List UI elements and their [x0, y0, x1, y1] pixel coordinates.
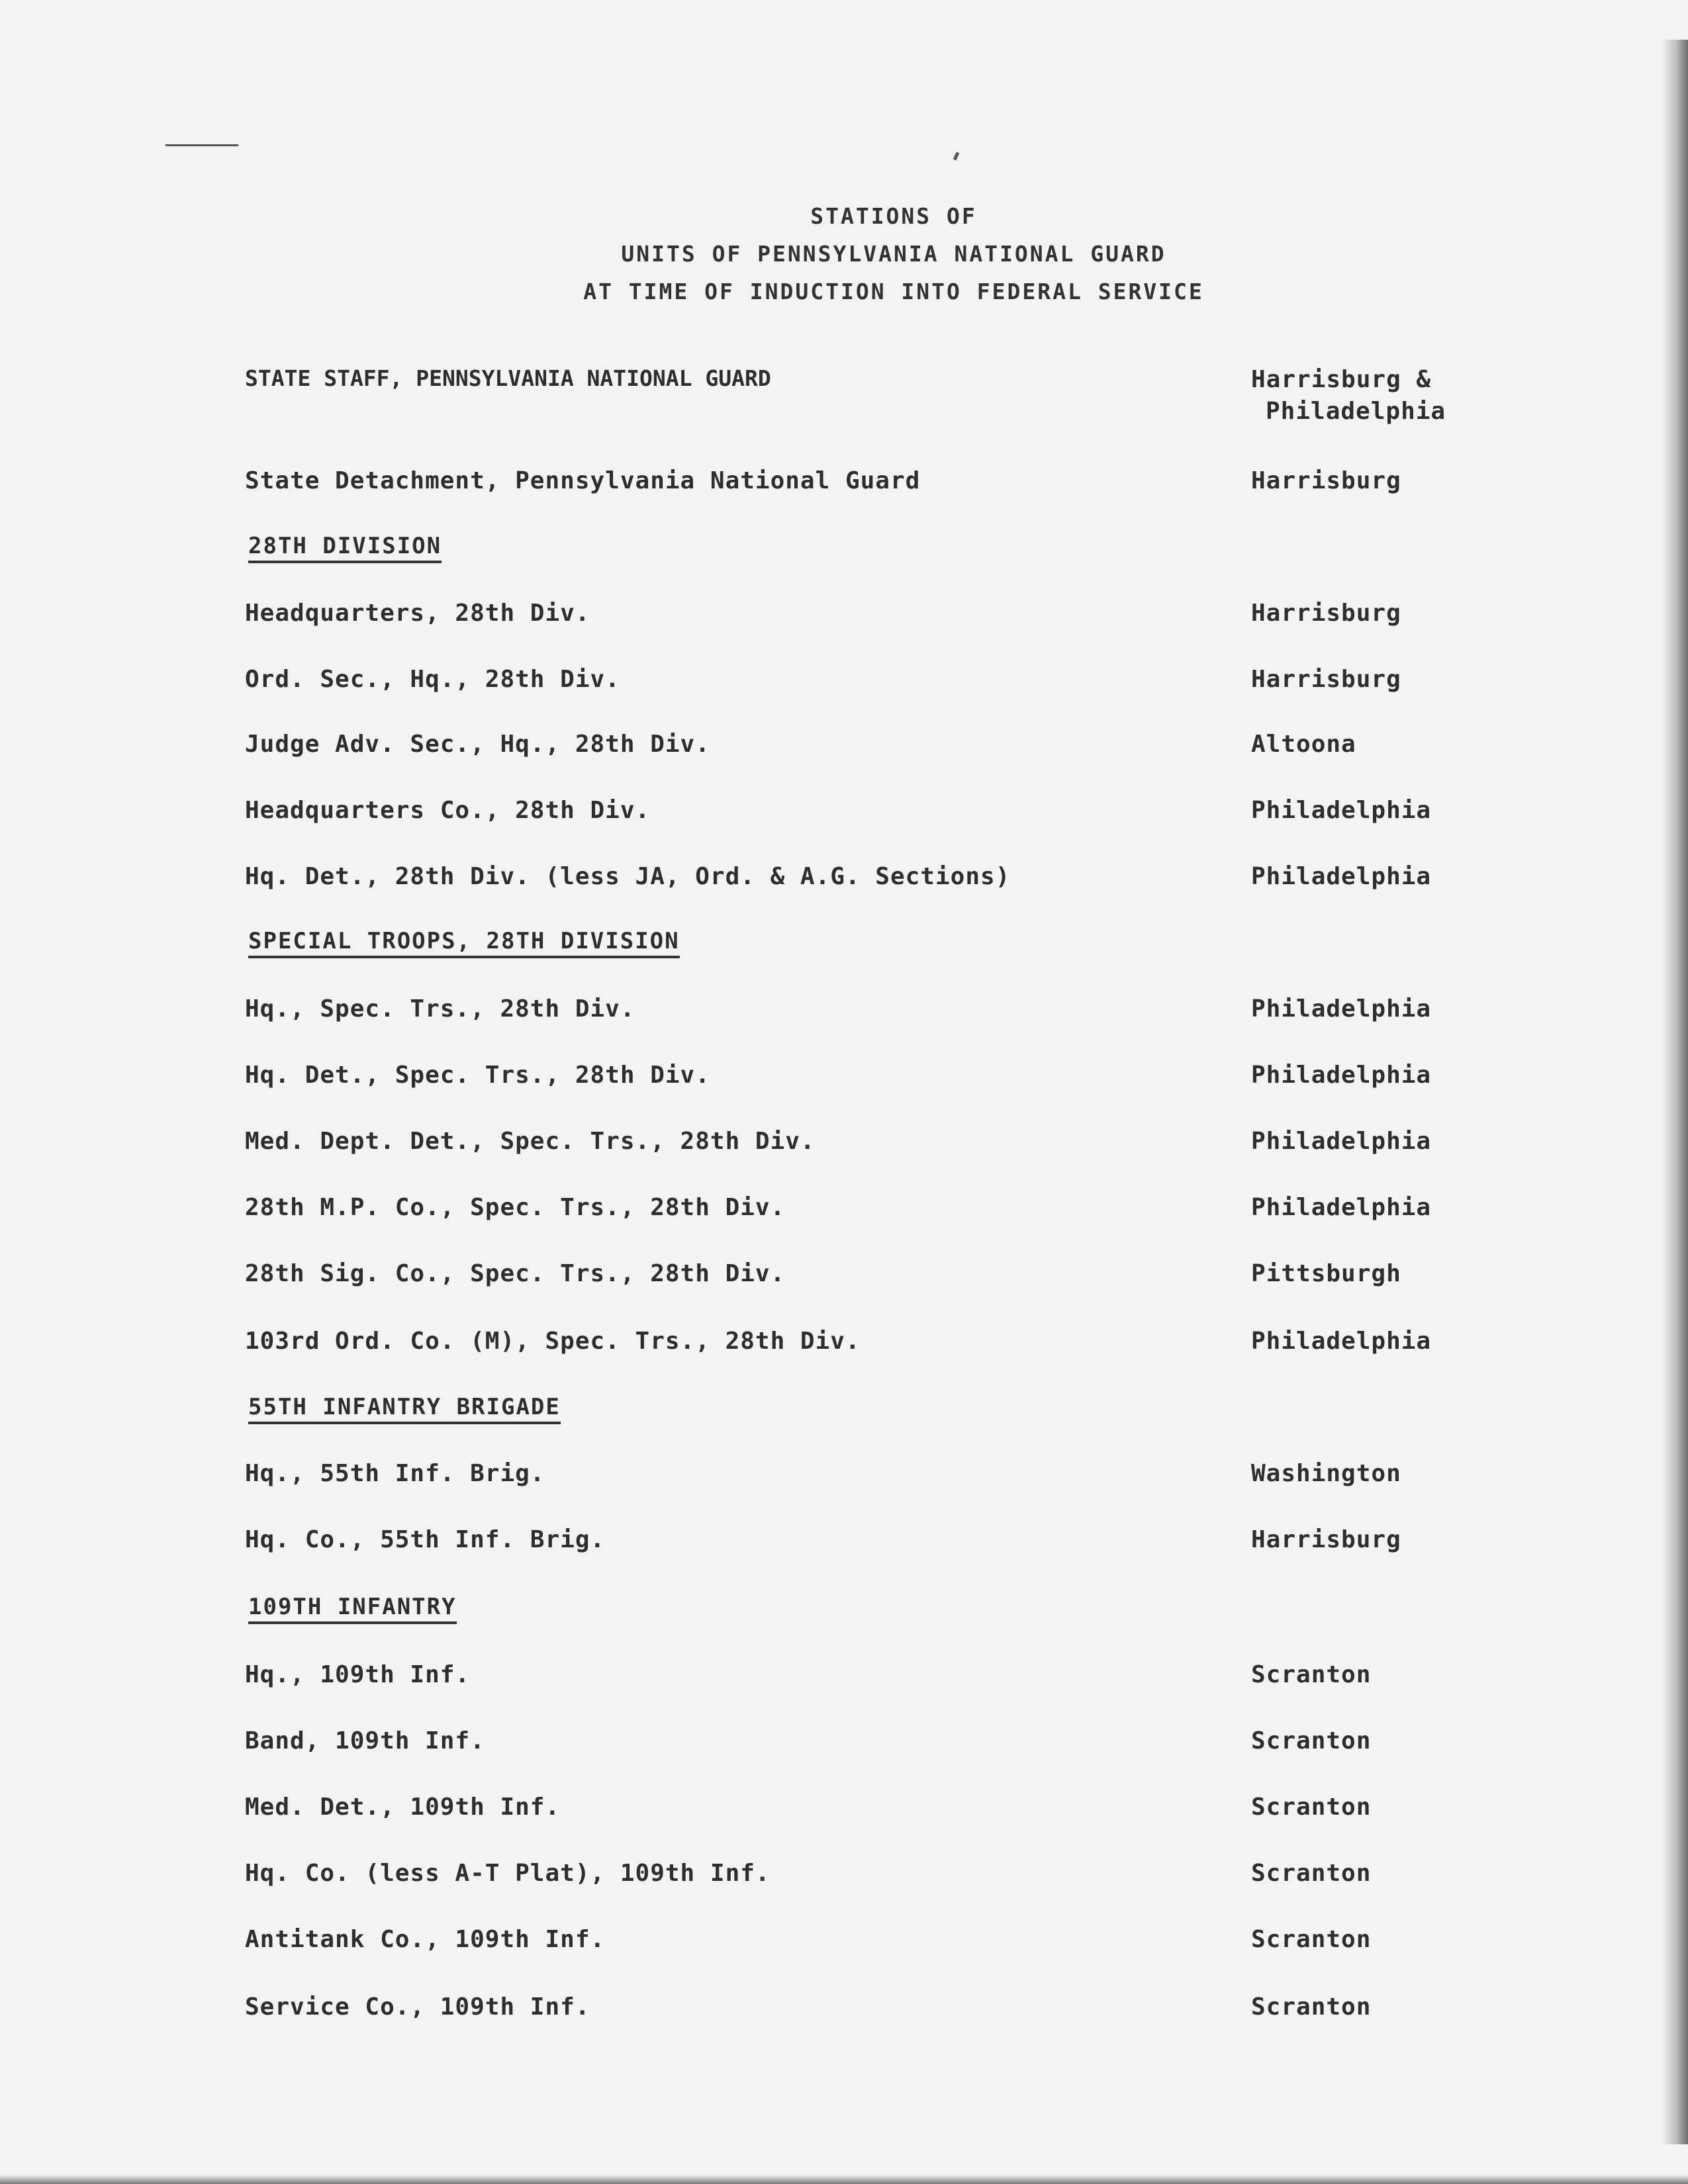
table-row — [245, 1727, 1456, 1767]
section-heading: SPECIAL TROOPS, 28TH DIVISION — [248, 928, 680, 958]
document-title — [0, 197, 1688, 310]
table-row — [245, 1128, 1456, 1167]
table-row — [245, 1926, 1456, 1966]
table-row — [245, 600, 1456, 639]
unit-name: Hq. Co., 55th Inf. Brig. — [245, 1526, 606, 1553]
table-row — [245, 1194, 1456, 1234]
unit-name: Antitank Co., 109th Inf. — [245, 1926, 606, 1953]
unit-name: STATE STAFF, PENNSYLVANIA NATIONAL GUARD — [245, 365, 771, 391]
table-row — [245, 467, 1456, 507]
station-name: Scranton — [1251, 1860, 1372, 1887]
station-name: Scranton — [1251, 1727, 1372, 1754]
station-name: Scranton — [1251, 1794, 1372, 1821]
table-row — [245, 731, 1456, 770]
unit-name: 103rd Ord. Co. (M), Spec. Trs., 28th Div. — [245, 1328, 861, 1355]
station-name: Altoona — [1251, 731, 1356, 758]
station-name: Harrisburg & Philadelphia — [1251, 366, 1446, 425]
title-line: AT TIME OF INDUCTION INTO FEDERAL SERVICE — [583, 279, 1204, 304]
table-row — [245, 797, 1456, 837]
unit-name: Hq. Det., 28th Div. (less JA, Ord. & A.G. Sections) — [245, 863, 1011, 890]
station-name: Harrisburg — [1251, 467, 1401, 494]
table-row — [245, 1460, 1456, 1500]
unit-name: Hq. Det., Spec. Trs., 28th Div. — [245, 1062, 710, 1089]
station-name: Scranton — [1251, 1926, 1372, 1953]
unit-name: Hq., 55th Inf. Brig. — [245, 1460, 545, 1487]
station-name: Philadelphia — [1251, 1194, 1432, 1221]
page-edge-shadow-right — [1662, 40, 1688, 2144]
section-heading: 28TH DIVISION — [248, 533, 442, 563]
station-name: Philadelphia — [1251, 863, 1432, 890]
unit-name: Ord. Sec., Hq., 28th Div. — [245, 666, 620, 693]
station-name: Philadelphia — [1251, 1128, 1432, 1155]
unit-name: Med. Dept. Det., Spec. Trs., 28th Div. — [245, 1128, 816, 1155]
table-row — [245, 666, 1456, 705]
table-row — [245, 1661, 1456, 1701]
table-row — [245, 863, 1456, 903]
station-name: Washington — [1251, 1460, 1401, 1487]
table-row — [245, 1993, 1456, 2033]
unit-name: Service Co., 109th Inf. — [245, 1993, 590, 2021]
unit-name: Judge Adv. Sec., Hq., 28th Div. — [245, 731, 710, 758]
station-name: Harrisburg — [1251, 1526, 1401, 1553]
table-row — [245, 1794, 1456, 1833]
table-row — [245, 1526, 1456, 1566]
station-name: Scranton — [1251, 1993, 1372, 2021]
title-line: UNITS OF PENNSYLVANIA NATIONAL GUARD — [621, 241, 1166, 267]
title-line: STATIONS OF — [810, 203, 977, 229]
unit-name: 28th Sig. Co., Spec. Trs., 28th Div. — [245, 1260, 786, 1287]
unit-name: 28th M.P. Co., Spec. Trs., 28th Div. — [245, 1194, 786, 1221]
unit-name: Med. Det., 109th Inf. — [245, 1794, 561, 1821]
page-edge-shadow-bottom — [0, 2175, 1688, 2184]
unit-name: Hq. Co. (less A-T Plat), 109th Inf. — [245, 1860, 771, 1887]
unit-name: Hq., 109th Inf. — [245, 1661, 471, 1688]
unit-name: Hq., Spec. Trs., 28th Div. — [245, 995, 635, 1023]
section-heading: 109TH INFANTRY — [248, 1594, 457, 1624]
station-name: Scranton — [1251, 1661, 1372, 1688]
stray-mark — [953, 152, 960, 161]
table-row — [245, 1860, 1456, 1899]
table-row — [245, 1062, 1456, 1101]
unit-name: Headquarters, 28th Div. — [245, 600, 590, 627]
station-name: Philadelphia — [1251, 1062, 1432, 1089]
section-heading: 55TH INFANTRY BRIGADE — [248, 1394, 561, 1424]
station-name: Harrisburg — [1251, 666, 1401, 693]
station-name: Philadelphia — [1251, 995, 1432, 1023]
unit-name: Headquarters Co., 28th Div. — [245, 797, 651, 824]
table-row — [245, 995, 1456, 1035]
table-row — [245, 1328, 1456, 1367]
station-name: Pittsburgh — [1251, 1260, 1401, 1287]
station-name: Philadelphia — [1251, 797, 1432, 824]
station-name: Harrisburg — [1251, 600, 1401, 627]
table-row — [245, 1260, 1456, 1300]
stray-mark — [165, 144, 238, 146]
station-name: Philadelphia — [1251, 1328, 1432, 1355]
unit-name: State Detachment, Pennsylvania National Guard — [245, 467, 921, 494]
unit-name: Band, 109th Inf. — [245, 1727, 485, 1754]
